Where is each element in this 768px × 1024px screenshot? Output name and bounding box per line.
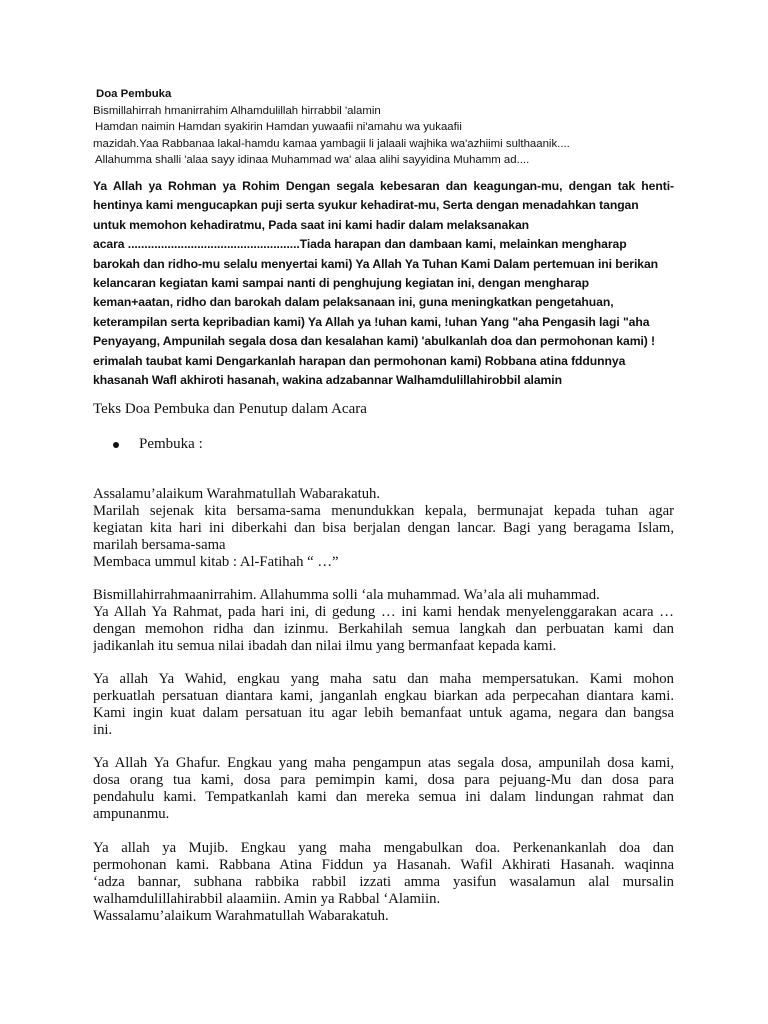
paragraph-line: khasanah Wafl akhiroti hasanah, wakina adzabannar Walhamdulillahirobbil alamin bbox=[93, 373, 562, 388]
paragraph-line: untuk memohon kehadiratmu, Pada saat ini kami hadir dalam melaksanakan bbox=[93, 217, 530, 232]
paragraph-line: Penyayang, Ampunilah segala dosa dan kesalahan kami) 'abulkanlah doa dan permohonan kami) ! bbox=[93, 334, 656, 349]
paragraph-line: ‘adza bannar, subhana rabbika rabbil izzati amma yasifun wasalamun alal mursalin bbox=[93, 873, 674, 890]
doa-pembuka-header bbox=[93, 86, 674, 169]
paragraph-line: keterampilan serta kepribadian kami) Ya Allah ya !uhan kami, !uhan Yang "aha Pengasih lagi "aha bbox=[93, 314, 650, 329]
paragraph-line: walhamdulillahirabbil alaamiin. Amin ya Rabbal ‘Alamiin. bbox=[93, 890, 441, 907]
paragraph-line: Ya Allah Ya Ghafur. Engkau yang maha pengampun atas segala dosa, ampunilah dosa kami, bbox=[93, 755, 674, 771]
paragraph-line: Assalamu’alaikum Warahmatullah Wabarakatuh. bbox=[93, 486, 381, 502]
doa-title: Doa Pembuka bbox=[96, 88, 172, 100]
section-title: Teks Doa Pembuka dan Penutup dalam Acara bbox=[93, 401, 367, 417]
paragraph-line: permohonan kami. Rabbana Atina Fiddun ya Hasanah. Wafil Akhirati Hasanah. waqinna bbox=[93, 856, 674, 873]
paragraph-line: Ya Allah Ya Rahmat, pada hari ini, di gedung … ini kami hendak menyelenggarakan acara … bbox=[93, 603, 674, 620]
paragraph-line: keman+aatan, ridho dan barokah dalam pelaksanaan ini, guna meningkatkan pengetahuan, bbox=[93, 295, 614, 310]
paragraph-line: dosa orang tua kami, dosa para pemimpin kami, dosa para pejuang-Mu dan dosa para bbox=[93, 771, 674, 788]
paragraph-ghafur bbox=[93, 755, 674, 823]
paragraph-opening bbox=[93, 486, 674, 571]
paragraph-line: Ya allah Ya Wahid, engkau yang maha satu dan maha mempersatukan. Kami mohon bbox=[93, 671, 674, 687]
paragraph-wahid bbox=[93, 671, 674, 739]
paragraph-line: erimalah taubat kami Dengarkanlah harapan dan permohonan kami) Robbana atina fddunnya bbox=[93, 353, 626, 368]
bold-prayer-paragraph bbox=[93, 177, 674, 390]
paragraph-line: kelancaran kegiatan kami sampai nanti di penghujung kegiatan ini, dengan mengharap bbox=[93, 276, 589, 291]
paragraph-line: Bismillahirrahmaanirrahim. Allahumma solli ‘ala muhammad. Wa’ala ali muhammad. bbox=[93, 587, 600, 603]
bullet-item bbox=[113, 436, 203, 453]
header-line: mazidah.Yaa Rabbanaa lakal-hamdu kamaa yambagii li jalaali wajhika wa'azhiimi sulthaanik.... bbox=[93, 137, 570, 150]
paragraph-line: dengan memohon ridha dan izinmu. Berkahilah semua langkah dan perbuatan kami dan bbox=[93, 620, 674, 637]
paragraph-line: ampunanmu. bbox=[93, 805, 170, 822]
paragraph-line: barokah dan ridho-mu selalu menyertai kami) Ya Allah Ya Tuhan Kami Dalam pertemuan ini berikan bbox=[93, 256, 659, 271]
bullet-label: Pembuka : bbox=[139, 436, 203, 452]
paragraph-mujib bbox=[93, 840, 674, 925]
paragraph-bismillah bbox=[93, 587, 674, 655]
paragraph-line: Wassalamu’alaikum Warahmatullah Wabarakatuh. bbox=[93, 907, 389, 924]
header-line: Bismillahirrah hmanirrahim Alhamdulillah hirrabbil 'alamin bbox=[93, 104, 381, 117]
paragraph-line: jadikanlah itu semua nilai ibadah dan nilai ilmu yang bermanfaat kepada kami. bbox=[93, 637, 557, 654]
paragraph-line: Ya allah ya Mujib. Engkau yang maha mengabulkan doa. Perkenankanlah doa dan bbox=[93, 840, 674, 856]
paragraph-line: hentinya kami mengucapkan puji serta syukur kehadirat-mu, Serta dengan menadahkan tangan bbox=[93, 198, 639, 213]
paragraph-line: pendahulu kami. Tempatkanlah kami dan mereka semua ini dalam lindungan rahmat dan bbox=[93, 788, 674, 805]
paragraph-line: kegiatan kita hari ini diberkahi dan bisa berjalan dengan lancar. Bagi yang beragama Islam, bbox=[93, 519, 674, 536]
paragraph-line: acara ....................................................Tiada harapan dan dambaan kami, melainkan mengharap bbox=[93, 237, 627, 252]
paragraph-line: perkuatlah persatuan diantara kami, janganlah engkau biarkan ada perpecahan diantara kami. bbox=[93, 687, 674, 704]
paragraph-line: Membaca ummul kitab : Al-Fatihah “ …” bbox=[93, 553, 339, 570]
bullet-icon bbox=[113, 442, 119, 448]
paragraph-line: Marilah sejenak kita bersama-sama menundukkan kepala, bermunajat kepada tuhan agar bbox=[93, 502, 674, 519]
header-line: Hamdan naimin Hamdan syakirin Hamdan yuwaafii ni'amahu wa yukaafii bbox=[95, 121, 462, 133]
paragraph-line: Ya Allah ya Rohman ya Rohim Dengan segala kebesaran dan keagungan-mu, dengan tak henti- bbox=[93, 179, 674, 193]
paragraph-line: ini. bbox=[93, 721, 113, 738]
paragraph-line: marilah bersama-sama bbox=[93, 536, 226, 553]
paragraph-line: Kami ingin kuat dalam persatuan itu agar lebih bemanfaat untuk agama, negara dan bangsa bbox=[93, 704, 674, 721]
header-line: Allahumma shalli 'alaa sayy idinaa Muhammad wa' alaa alihi sayyidina Muhamm ad.... bbox=[95, 154, 530, 166]
